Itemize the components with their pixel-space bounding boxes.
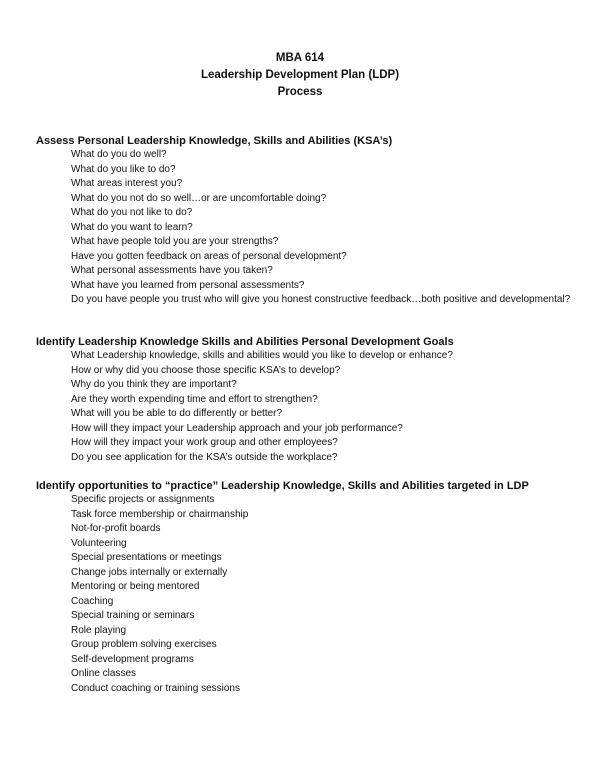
section-heading: Identify opportunities to “practice” Leadership Knowledge, Skills and Abilities targeted in LDP [36, 480, 529, 492]
question-list [36, 349, 576, 465]
section-heading: Identify Leadership Knowledge Skills and Abilities Personal Development Goals [36, 336, 454, 348]
section-development-goals [36, 335, 576, 465]
list-item: Self-development programs [71, 653, 194, 665]
document-title [0, 50, 600, 101]
list-item: Have you gotten feedback on areas of personal development? [71, 250, 347, 262]
list-item: What will you be able to do differently or better? [71, 408, 283, 419]
list-item: Do you see application for the KSA’s outside the workplace? [71, 451, 338, 463]
list-item: Specific projects or assignments [71, 494, 215, 505]
list-item: What do you do well? [71, 149, 167, 160]
list-item: How will they impact your Leadership approach and your job performance? [71, 422, 403, 434]
list-item: Do you have people you trust who will give you honest constructive feedback…both positive and developmental? [71, 294, 571, 305]
list-item: What do you want to learn? [71, 221, 193, 233]
section-heading: Assess Personal Leadership Knowledge, Skills and Abilities (KSA’s) [36, 135, 393, 147]
list-item: Mentoring or being mentored [71, 581, 200, 592]
list-item: What have people told you are your strengths? [71, 236, 279, 247]
list-item: How will they impact your work group and other employees? [71, 437, 338, 448]
list-item: Volunteering [71, 537, 127, 549]
list-item: Group problem solving exercises [71, 639, 217, 650]
list-item: How or why did you choose those specific KSA’s to develop? [71, 364, 341, 376]
section-practice-opportunities [36, 479, 576, 696]
course-code: MBA 614 [275, 52, 325, 64]
opportunity-list [36, 493, 576, 696]
list-item: Online classes [71, 668, 137, 679]
list-item: Special presentations or meetings [71, 552, 222, 563]
process-subtitle: Process [277, 86, 323, 98]
list-item: Not-for-profit boards [71, 523, 161, 534]
list-item: Role playing [71, 624, 127, 636]
list-item: Change jobs internally or externally [71, 566, 228, 578]
list-item: Why do you think they are important? [71, 379, 237, 390]
list-item: What personal assessments have you taken? [71, 265, 273, 276]
plan-title: Leadership Development Plan (LDP) [200, 69, 400, 81]
list-item: What do you like to do? [71, 163, 176, 175]
list-item: Coaching [71, 595, 114, 607]
list-item: What have you learned from personal assessments? [71, 279, 305, 291]
list-item: Task force membership or chairmanship [71, 508, 249, 520]
section-assess-ksa [36, 134, 576, 308]
list-item: What do you not like to do? [71, 207, 193, 218]
list-item: What Leadership knowledge, skills and abilities would you like to develop or enhance? [71, 350, 453, 361]
question-list [36, 148, 576, 308]
list-item: Conduct coaching or training sessions [71, 682, 240, 694]
list-item: What areas interest you? [71, 178, 183, 189]
list-item: Special training or seminars [71, 610, 195, 621]
list-item: What do you not do so well…or are uncomfortable doing? [71, 192, 327, 204]
list-item: Are they worth expending time and effort to strengthen? [71, 393, 318, 405]
